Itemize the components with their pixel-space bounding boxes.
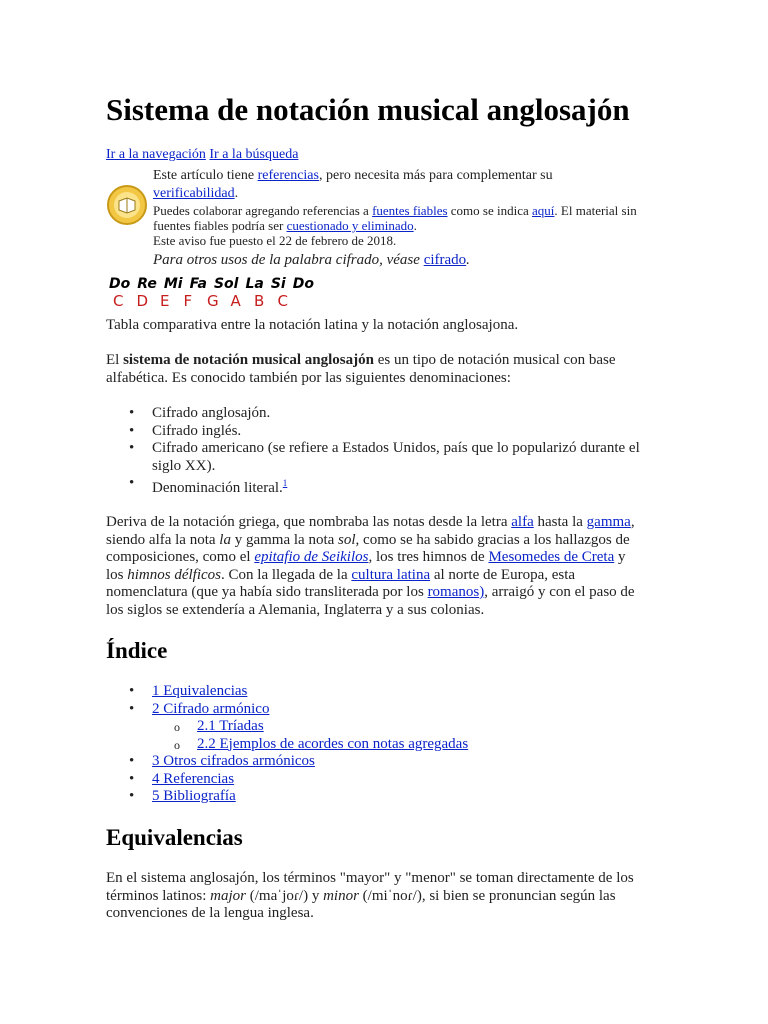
latin-note: La (245, 276, 264, 292)
history-text: y gamma la nota (230, 531, 339, 548)
fuentes-fiables-link[interactable]: fuentes fiables (372, 203, 448, 218)
notice-line-4 (153, 218, 673, 234)
hatnote (153, 252, 673, 270)
intro-paragraph (106, 352, 646, 387)
latin-notes-row (109, 276, 321, 292)
history-text: , como se ha sabido gracias a los hallazgos de composiciones, como el (106, 531, 630, 565)
intro-text: es un tipo de notación musical con base alfabética. Es conocido también por las siguientes denominaciones: (106, 352, 616, 386)
equivalencias-text: (/maˈjoɾ/) y (246, 887, 324, 904)
notice-line-2 (153, 185, 673, 203)
toc-link-ejemplos-acordes[interactable]: 2.2 Ejemplos de acordes con notas agregadas (197, 735, 469, 752)
history-text: y los (106, 549, 626, 583)
footnote-ref-link[interactable]: 1 (282, 478, 288, 488)
history-text: Deriva de la notación griega, que nombraba las notas desde la letra (106, 514, 512, 530)
toc-link-equivalencias[interactable]: 1 Equivalencias (152, 683, 248, 699)
latin-note: Si (270, 276, 286, 292)
hatnote-text: Para otros usos de la palabra cifrado, véase (153, 252, 424, 268)
history-text: , los tres himnos de (368, 549, 489, 565)
letter-note: F (183, 292, 193, 310)
list-item-text: Cifrado inglés. (152, 422, 242, 439)
alfa-link[interactable]: alfa (511, 514, 534, 530)
toc-list (106, 683, 666, 806)
referencias-link[interactable]: referencias (257, 168, 319, 183)
notice-text: fuentes fiables podría ser (153, 218, 287, 233)
notice-text: . (234, 186, 239, 201)
notice-line-1 (153, 167, 673, 185)
list-item-text: Denominación literal. (152, 480, 283, 496)
history-italic: himnos délficos (127, 566, 222, 583)
list-item (106, 475, 666, 498)
mesomedes-link[interactable]: Mesomedes de Creta (488, 549, 615, 565)
intro-text: El (106, 352, 124, 368)
toc-heading: Índice (106, 638, 168, 663)
equivalencias-italic: minor (323, 887, 359, 904)
notice-text: . El material sin (554, 203, 637, 218)
letter-note: A (230, 292, 241, 310)
notice-badge-icon (106, 184, 148, 226)
history-italic: la (219, 531, 231, 548)
toc-subitem (106, 718, 666, 736)
latin-note: Do (109, 276, 131, 292)
romanos-link[interactable]: romanos) (427, 584, 485, 600)
list-item-text: Cifrado anglosajón. (152, 405, 271, 421)
cuestionado-link[interactable]: cuestionado y eliminado (286, 218, 414, 233)
notice-text: Este artículo tiene (153, 168, 258, 183)
latin-note: Re (137, 276, 157, 292)
verificabilidad-link[interactable]: verificabilidad (153, 186, 235, 201)
toc-item (106, 683, 666, 701)
toc-subitem (106, 736, 666, 754)
hatnote-text: . (466, 252, 470, 268)
image-caption: Tabla comparativa entre la notación latina y la notación anglosajona. (106, 317, 519, 333)
equivalencias-paragraph (106, 870, 646, 923)
letter-note: E (160, 292, 170, 310)
notice-text: . (413, 218, 417, 233)
history-italic: sol (338, 531, 356, 548)
letter-note: B (254, 292, 265, 310)
equivalencias-text: (/miˈnoɾ/), si bien se pronuncian según las convenciones de la lengua inglesa. (106, 887, 616, 921)
history-paragraph (106, 514, 646, 619)
toc-item (106, 701, 666, 754)
list-item (106, 405, 666, 423)
denominaciones-list (106, 405, 666, 498)
equivalencias-text: En el sistema anglosajón, los términos "mayor" y "menor" se toman directamente de los términos latinos: (106, 870, 634, 904)
latin-note: Mi (163, 276, 183, 292)
notice-text: Puedes colaborar agregando referencias a (153, 203, 373, 218)
toc-link-bibliografia[interactable]: 5 Bibliografía (152, 788, 236, 804)
history-text: , arraigó y con el paso de los siglos se extendería a Alemania, Inglaterra y a sus colonias. (106, 584, 635, 618)
history-text: . Con la llegada de la (221, 566, 352, 583)
cultura-latina-link[interactable]: cultura latina (351, 566, 431, 583)
list-item (106, 423, 666, 441)
history-text: hasta la (533, 514, 587, 530)
toc-item (106, 753, 666, 771)
jump-links (106, 146, 298, 163)
notice-line-3 (153, 203, 673, 219)
aqui-link[interactable]: aquí (532, 203, 555, 218)
toc-link-referencias[interactable]: 4 Referencias (152, 770, 235, 787)
toc-link-otros-cifrados[interactable]: 3 Otros cifrados armónicos (152, 753, 315, 769)
letter-note: C (113, 292, 124, 310)
jump-to-search-link[interactable]: Ir a la búsqueda (209, 147, 299, 162)
notice-text: como se indica (447, 203, 533, 218)
latin-note: Fa (189, 276, 207, 292)
page-title: Sistema de notación musical anglosajón (106, 92, 630, 127)
letter-note: C (277, 292, 288, 310)
toc-item (106, 788, 666, 806)
list-item (106, 440, 666, 475)
latin-note: Sol (213, 276, 239, 292)
gamma-link[interactable]: gamma (586, 514, 631, 530)
toc-link-cifrado-armonico[interactable]: 2 Cifrado armónico (152, 700, 270, 717)
section-heading-equivalencias: Equivalencias (106, 825, 243, 850)
equivalencias-italic: major (210, 887, 247, 904)
cifrado-link[interactable]: cifrado (423, 252, 467, 268)
letter-note: D (136, 292, 149, 310)
list-item-text: Cifrado americano (se refiere a Estados Unidos, país que lo popularizó durante el siglo XX). (152, 440, 640, 474)
toc-item (106, 771, 666, 789)
notice-date: Este aviso fue puesto el 22 de febrero de 2018. (153, 233, 397, 248)
notice-text: , pero necesita más para complementar su (318, 168, 553, 183)
letter-note: G (207, 292, 219, 310)
history-text: al norte de Europa, esta nomenclatura (que ya había sido transliterada por los (106, 566, 576, 600)
epitafio-seikilos-link[interactable]: epitafio de Seikilos (254, 549, 369, 565)
letter-notes-row (113, 292, 301, 310)
toc-sublist (106, 718, 666, 753)
jump-to-navigation-link[interactable]: Ir a la navegación (106, 147, 206, 162)
intro-bold: sistema de notación musical anglosajón (123, 352, 374, 368)
latin-note: Do (292, 276, 314, 292)
history-text: , siendo alfa la nota (106, 514, 635, 548)
toc-link-triadas[interactable]: 2.1 Tríadas (197, 718, 264, 734)
